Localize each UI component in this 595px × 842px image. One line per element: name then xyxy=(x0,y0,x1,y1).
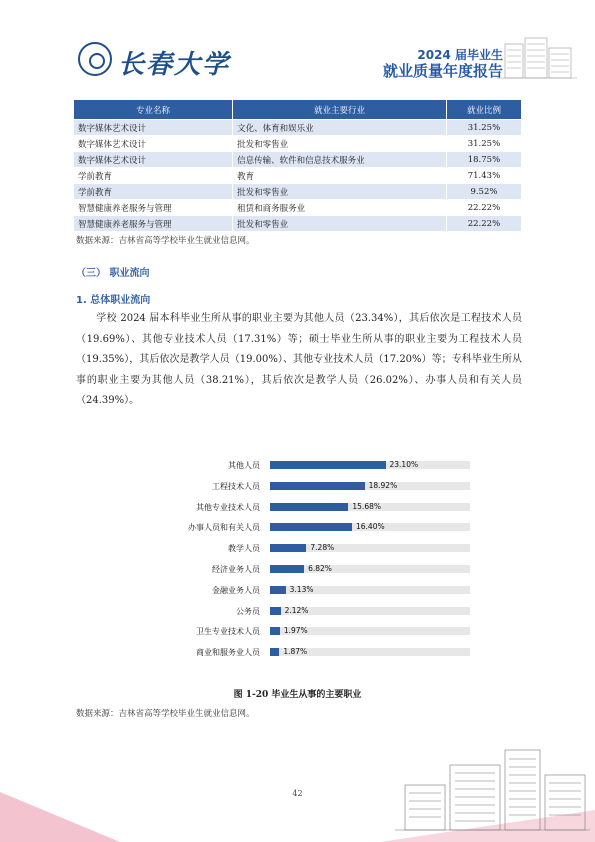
chart-category-label: 办事人员和有关人员 xyxy=(188,523,260,533)
chart-value-label: 18.92% xyxy=(368,480,398,490)
table-row xyxy=(74,168,522,184)
paragraph-text: 学校 2024 届本科毕业生所从事的职业主要为其他人员（23.34%），其后依次是工程技术人员（19.69%）、其他专业技术人员（17.31%）等；硕士毕业生所从事的职业主要为工程技术人员（19.35%），其后依次是教学人员（19.00%）、其他专业技术人员（17.20%）等；专科毕业生所从事的职业主要为其他人员（38.21%），其后依次是教学人员（26.02%）、办事人员和有关人员（24.39%）。 xyxy=(76,313,522,406)
chart-bar xyxy=(270,607,281,615)
chart-value-label: 1.87% xyxy=(283,647,308,657)
chart-value-label: 3.13% xyxy=(289,584,314,594)
chart-bar xyxy=(270,586,286,594)
chart-category-label: 公务员 xyxy=(236,606,260,616)
chart-value-label: 15.68% xyxy=(352,501,381,511)
cell-major: 数字媒体艺术设计 xyxy=(74,136,233,152)
chart-bar xyxy=(270,461,386,469)
table-row xyxy=(74,200,522,216)
chart-value-label: 6.82% xyxy=(308,564,332,573)
cell-industry: 批发和零售业 xyxy=(233,216,447,232)
university-logo-text: 长春大学 xyxy=(118,50,231,80)
data-source-note: 数据来源：吉林省高等学校毕业生就业信息网。 xyxy=(76,236,255,246)
table-row xyxy=(74,184,522,200)
subsection-heading: 1. 总体职业流向 xyxy=(76,295,151,306)
chart-category-label: 商业和服务业人员 xyxy=(196,648,260,658)
cell-ratio: 22.22% xyxy=(446,216,521,232)
cell-major: 数字媒体艺术设计 xyxy=(74,120,233,136)
chart-category-label: 其他专业技术人员 xyxy=(196,502,260,512)
chart-bar xyxy=(270,648,279,656)
col-header-industry: 就业主要行业 xyxy=(233,100,447,120)
cell-major: 学前教育 xyxy=(74,184,233,200)
cell-major: 智慧健康养老服务与管理 xyxy=(74,200,233,216)
col-header-ratio: 就业比例 xyxy=(446,100,521,120)
report-year: 2024 届毕业生 xyxy=(417,48,503,62)
building-sketch-icon xyxy=(497,34,577,80)
chart-bar xyxy=(270,627,280,635)
body-paragraph xyxy=(76,309,522,412)
table-row xyxy=(74,120,522,136)
cell-major: 学前教育 xyxy=(74,168,233,184)
cell-industry: 批发和零售业 xyxy=(233,184,447,200)
chart-bar xyxy=(270,544,306,552)
chart-value-label: 7.28% xyxy=(310,543,335,553)
cell-industry: 信息传输、软件和信息技术服务业 xyxy=(233,152,447,168)
table-row xyxy=(74,152,522,168)
campus-sketch-icon xyxy=(395,735,590,835)
cell-ratio: 71.43% xyxy=(446,168,521,184)
cell-industry: 教育 xyxy=(233,168,447,184)
report-title: 就业质量年度报告 xyxy=(382,62,503,80)
table-row xyxy=(74,136,522,152)
table-header-row xyxy=(74,100,522,120)
chart-bar xyxy=(270,503,348,511)
chart-value-label: 1.97% xyxy=(283,626,308,636)
table-row xyxy=(74,216,522,232)
chart-value-label: 16.40% xyxy=(356,522,385,532)
chart-bar xyxy=(270,482,365,490)
university-seal-icon xyxy=(78,42,112,76)
cell-ratio: 31.25% xyxy=(446,136,521,152)
page-number: 42 xyxy=(292,789,303,798)
chart-category-label: 经济业务人员 xyxy=(212,565,260,574)
data-source-note: 数据来源：吉林省高等学校毕业生就业信息网。 xyxy=(76,709,255,719)
cell-industry: 批发和零售业 xyxy=(233,136,447,152)
cell-major: 智慧健康养老服务与管理 xyxy=(74,216,233,232)
figure-caption: 图 1-20 毕业生从事的主要职业 xyxy=(233,690,362,700)
chart-category-label: 金融业务人员 xyxy=(212,585,260,595)
chart-category-label: 教学人员 xyxy=(228,544,260,554)
chart-category-label: 卫生专业技术人员 xyxy=(196,627,260,637)
chart-value-label: 23.10% xyxy=(389,460,419,469)
cell-industry: 文化、体育和娱乐业 xyxy=(233,120,447,136)
chart-category-label: 工程技术人员 xyxy=(212,481,260,491)
cell-ratio: 9.52% xyxy=(446,184,521,200)
occupation-bar-chart xyxy=(160,455,480,665)
cell-major: 数字媒体艺术设计 xyxy=(74,152,233,168)
chart-bar xyxy=(270,565,304,573)
chart-value-label: 2.12% xyxy=(284,605,309,615)
chart-bar xyxy=(270,523,352,531)
section-heading: （三） 职业流向 xyxy=(76,268,150,279)
chart-category-label: 其他人员 xyxy=(228,461,260,470)
cell-industry: 租赁和商务服务业 xyxy=(233,200,447,216)
cell-ratio: 18.75% xyxy=(446,152,521,168)
cell-ratio: 22.22% xyxy=(446,200,521,216)
major-industry-table xyxy=(73,99,522,232)
cell-ratio: 31.25% xyxy=(446,120,521,136)
page-header xyxy=(0,0,595,92)
col-header-major: 专业名称 xyxy=(74,100,233,120)
